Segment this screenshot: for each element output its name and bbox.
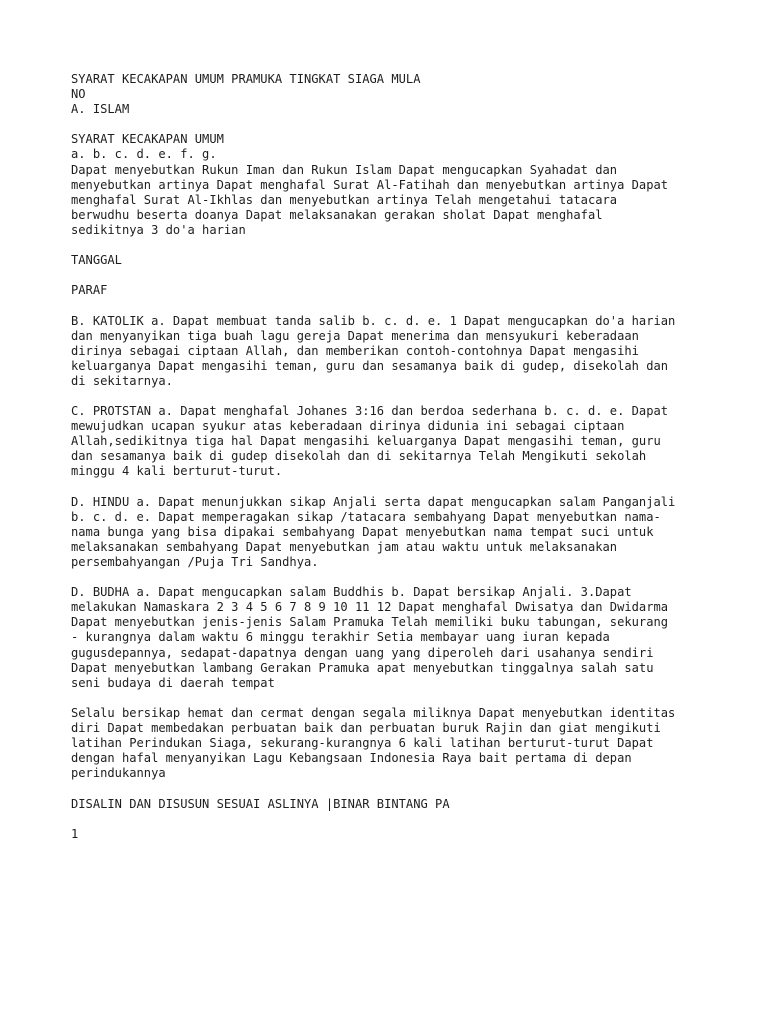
islam-line: Dapat menyebutkan Rukun Iman dan Rukun Islam Dapat mengucapkan Syahadat dan — [71, 162, 618, 177]
islam-line: sedikitnya 3 do'a harian — [71, 222, 246, 237]
katolik-line: dan menyanyikan tiga buah lagu gereja Dapat menerima dan mensyukuri keberadaan — [71, 328, 639, 343]
blank-line — [71, 570, 711, 585]
budha-line: - kurangnya dalam waktu 6 minggu terakhir Setia membayar uang iuran kepada — [71, 630, 610, 645]
budha-line: Dapat menyebutkan lambang Gerakan Pramuka apat menyebutkan tinggalnya salah satu — [71, 660, 654, 675]
protestan-line: minggu 4 kali berturut-turut. — [71, 464, 283, 479]
islam-line: menghafal Surat Al-Ikhlas dan menyebutkan artinya Telah mengetahui tatacara — [71, 192, 618, 207]
paraf-label: PARAF — [71, 283, 108, 298]
general-line: diri Dapat membedakan perbuatan baik dan perbuatan buruk Rajin dan giat mengikuti — [71, 721, 661, 736]
protestan-line: Allah,sedikitnya tiga hal Dapat mengasihi keluarganya Dapat mengasihi teman, guru — [71, 434, 661, 449]
islam-paragraph — [71, 163, 711, 238]
document-page — [71, 72, 711, 842]
letters-line: a. b. c. d. e. f. g. — [71, 147, 217, 162]
general-line: dengan hafal menyanyikan Lagu Kebangsaan Indonesia Raya bait pertama di depan — [71, 751, 632, 766]
blank-line — [71, 268, 711, 283]
hindu-line: persembahyangan /Puja Tri Sandhya. — [71, 555, 319, 569]
hindu-line: nama bunga yang bisa dipakai sembahyang Dapat menyebutkan nama tempat suci untuk — [71, 524, 654, 539]
blank-line — [71, 691, 711, 706]
general-line: Selalu bersikap hemat dan cermat dengan segala miliknya Dapat menyebutkan identitas — [71, 705, 676, 720]
katolik-line: di sekitarnya. — [71, 373, 173, 388]
general-paragraph — [71, 706, 711, 781]
hindu-paragraph — [71, 495, 711, 570]
no-label: NO — [71, 87, 86, 102]
protestan-line: mewujudkan ucapan syukur atas keberadaan dirinya didunia ini sebagai ciptaan — [71, 419, 625, 434]
general-line: latihan Perindukan Siaga, sekurang-kurangnya 6 kali latihan berturut-turut Dapat — [71, 736, 654, 751]
general-line: perindukannya — [71, 766, 166, 781]
katolik-line: dirinya sebagai ciptaan Allah, dan memberikan contoh-contohnya Dapat mengasihi — [71, 343, 639, 358]
budha-line: gugusdepannya, sedapat-dapatnya dengan uang yang diperoleh dari usahanya sendiri — [71, 645, 654, 660]
islam-line: berwudhu beserta doanya Dapat melaksanakan gerakan sholat Dapat menghafal — [71, 207, 603, 222]
protestan-line: dan sesamanya baik di gudep disekolah dan di sekitarnya Telah Mengikuti sekolah — [71, 449, 647, 464]
blank-line — [71, 238, 711, 253]
katolik-line: B. KATOLIK a. Dapat membuat tanda salib b. c. d. e. 1 Dapat mengucapkan do'a harian — [71, 313, 676, 328]
blank-line — [71, 117, 711, 132]
budha-paragraph — [71, 585, 711, 691]
page-number: 1 — [71, 826, 79, 841]
protestan-line: C. PROTSTAN a. Dapat menghafal Johanes 3:16 dan berdoa sederhana b. c. d. e. Dapat — [71, 404, 669, 419]
footer-note: DISALIN DAN DISUSUN SESUAI ASLINYA |BINAR BINTANG PA — [71, 796, 450, 811]
tanggal-label: TANGGAL — [71, 253, 122, 268]
section-a-heading: A. ISLAM — [71, 102, 130, 117]
islam-line: menyebutkan artinya Dapat menghafal Surat Al-Fatihah dan menyebutkan artinya Dapat — [71, 177, 669, 192]
hindu-line: melaksanakan sembahyang Dapat menyebutkan jam atau waktu untuk melaksanakan — [71, 539, 618, 554]
blank-line — [71, 781, 711, 796]
blank-line — [71, 480, 711, 495]
syarat-heading: SYARAT KECAKAPAN UMUM — [71, 132, 224, 147]
hindu-line: b. c. d. e. Dapat memperagakan sikap /tatacara sembahyang Dapat menyebutkan nama- — [71, 509, 661, 524]
budha-line: seni budaya di daerah tempat — [71, 675, 275, 690]
budha-line: melakukan Namaskara 2 3 4 5 6 7 8 9 10 11 12 Dapat menghafal Dwisatya dan Dwidarma — [71, 600, 669, 615]
blank-line — [71, 389, 711, 404]
blank-line — [71, 298, 711, 313]
document-title: SYARAT KECAKAPAN UMUM PRAMUKA TINGKAT SIAGA MULA — [71, 72, 421, 86]
budha-line: D. BUDHA a. Dapat mengucapkan salam Buddhis b. Dapat bersikap Anjali. 3.Dapat — [71, 585, 632, 600]
budha-line: Dapat menyebutkan jenis-jenis Salam Pramuka Telah memiliki buku tabungan, sekurang — [71, 615, 669, 630]
blank-line — [71, 812, 711, 827]
protestan-paragraph — [71, 404, 711, 479]
hindu-line: D. HINDU a. Dapat menunjukkan sikap Anjali serta dapat mengucapkan salam Panganjali — [71, 494, 676, 509]
katolik-paragraph — [71, 314, 711, 389]
katolik-line: keluarganya Dapat mengasihi teman, guru dan sesamanya baik di gudep, disekolah dan — [71, 358, 669, 373]
